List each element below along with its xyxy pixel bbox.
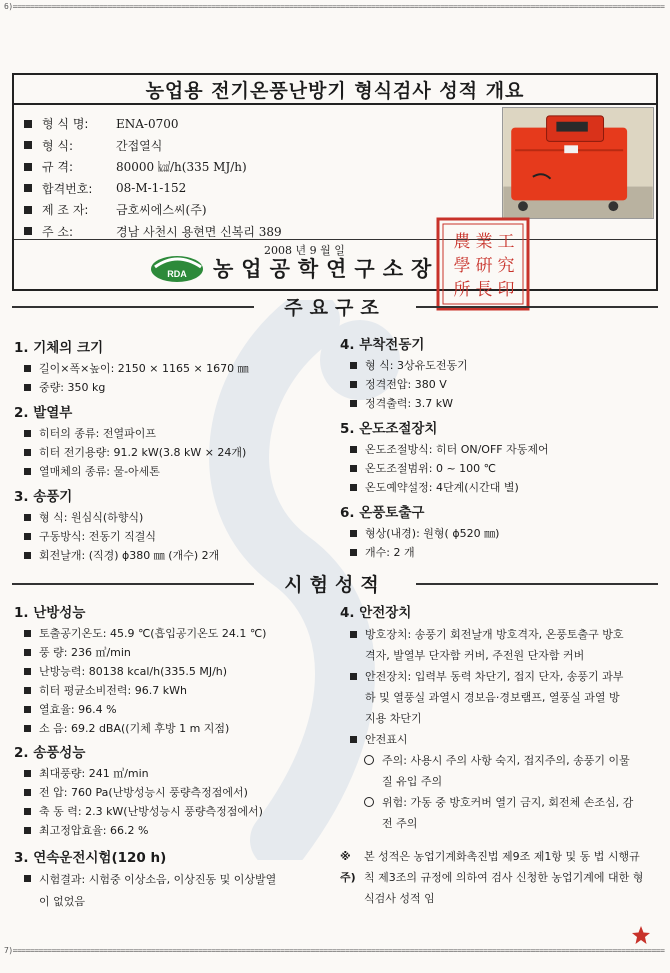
- list-item: 온도예약설정: 4단계(시간대 별): [340, 478, 660, 497]
- group-heading: 1. 기체의 크기: [14, 340, 104, 356]
- list-item: 축 동 력: 2.3 kW(난방성능시 풍량측정점에서): [14, 802, 334, 821]
- list-item: 형 식: 3상유도전동기: [340, 356, 660, 375]
- document-title: 농업용 전기온풍난방기 형식검사 성적 개요: [14, 75, 656, 105]
- section-header-structure: [12, 293, 658, 320]
- bullet-icon: [24, 668, 31, 675]
- spec-label: 형 식:: [42, 138, 74, 153]
- bullet-icon: [350, 465, 357, 472]
- bullet-icon: [24, 552, 31, 559]
- bullet-icon: [24, 706, 31, 713]
- list-item: 전 압: 760 Pa(난방성능시 풍량측정점에서): [14, 783, 334, 802]
- spec-label: 제 조 자:: [42, 203, 89, 218]
- star-decoration-icon: [628, 925, 654, 945]
- bullet-icon: [24, 365, 31, 372]
- bullet-icon: [24, 227, 32, 235]
- section-title: 시험성적: [284, 574, 386, 596]
- section-title: 주요구조: [284, 297, 386, 319]
- list-item: 난방능력: 80138 kcal/h(335.5 MJ/h): [14, 662, 334, 681]
- list-item: 정격출력: 3.7 kW: [340, 394, 660, 413]
- spec-value: 08-M-1-152: [116, 181, 187, 196]
- list-item: 최대풍량: 241 ㎥/min: [14, 764, 334, 783]
- list-item: 소 음: 69.2 dBA((기체 후방 1 m 지점): [14, 719, 334, 738]
- bullet-icon: [24, 827, 31, 834]
- issuing-organization: [149, 253, 439, 283]
- spec-row: [24, 199, 494, 221]
- divider: [12, 583, 254, 585]
- group-heading: 2. 송풍성능: [14, 745, 86, 761]
- group-heading: 5. 온도조절장치: [340, 421, 438, 437]
- svg-text:學: 學: [453, 256, 471, 276]
- list-item: 형 식: 원심식(하향식): [14, 508, 334, 527]
- organization-name: 농업공학연구소장: [213, 256, 440, 281]
- rda-logo-text: RDA: [167, 269, 187, 279]
- divider: [416, 583, 658, 585]
- group-heading: 3. 송풍기: [14, 489, 73, 505]
- section-header-results: [12, 570, 658, 597]
- bullet-icon: [350, 631, 357, 638]
- list-item: 개수: 2 개: [340, 543, 660, 562]
- list-item: 풍 량: 236 ㎥/min: [14, 643, 334, 662]
- divider: [14, 239, 656, 240]
- structure-right-column: [340, 335, 660, 562]
- list-item: 열효율: 96.4 %: [14, 700, 334, 719]
- rda-logo-icon: [149, 253, 205, 283]
- spec-label: 규 격:: [42, 160, 74, 175]
- bullet-icon: [24, 449, 31, 456]
- group-heading: 4. 안전장치: [340, 605, 412, 621]
- bullet-icon: [350, 484, 357, 491]
- bullet-icon: [24, 514, 31, 521]
- bullet-icon: [24, 687, 31, 694]
- structure-left-column: [14, 338, 334, 565]
- bullet-icon: [350, 549, 357, 556]
- heater-photo: [502, 107, 654, 219]
- list-item: 히터의 종류: 전열파이프: [14, 424, 334, 443]
- list-item: 온도조절범위: 0 ~ 100 ℃: [340, 459, 660, 478]
- spec-row: [24, 113, 494, 135]
- list-item: 회전날개: (직경) ϕ380 ㎜ (개수) 2개: [14, 546, 334, 565]
- bullet-icon: [24, 789, 31, 796]
- spec-row: [24, 156, 494, 178]
- bullet-icon: [24, 649, 31, 656]
- svg-text:長: 長: [475, 280, 493, 300]
- list-item: 형상(내경): 원형( ϕ520 ㎜): [340, 524, 660, 543]
- bullet-icon: [24, 163, 32, 171]
- svg-text:印: 印: [497, 280, 515, 300]
- divider: [416, 306, 658, 308]
- bullet-icon: [350, 362, 357, 369]
- list-item: 안전표시: [340, 729, 662, 750]
- bullet-icon: [24, 141, 32, 149]
- spec-row: [24, 135, 494, 157]
- list-item: 시험결과: 시험중 이상소음, 이상진동 및 이상발열이 없었음: [14, 869, 334, 913]
- issue-date: 2008 년 9 월 일: [264, 244, 345, 257]
- group-heading: 4. 부착전동기: [340, 337, 425, 353]
- bullet-icon: [350, 446, 357, 453]
- svg-text:農: 農: [453, 232, 471, 252]
- spec-list: [24, 113, 494, 242]
- spec-value: 경남 사천시 용현면 신복리 389: [116, 224, 282, 239]
- spec-value: 간접열식: [116, 138, 163, 153]
- list-item: 최고정압효율: 66.2 %: [14, 821, 334, 840]
- bullet-icon: [24, 630, 31, 637]
- results-left-column: [14, 603, 334, 913]
- list-item: 중량: 350 kg: [14, 378, 334, 397]
- bullet-icon: [24, 184, 32, 192]
- results-right-column: [340, 603, 662, 909]
- circle-bullet-icon: [364, 797, 374, 807]
- sub-list-item: 주의: 사용시 주의 사항 숙지, 접지주의, 송풍기 이물질 유입 주의: [340, 750, 662, 792]
- list-item: 정격전압: 380 V: [340, 375, 660, 394]
- svg-text:所: 所: [453, 280, 471, 300]
- list-item: 토출공기온도: 45.9 ℃(흡입공기온도 24.1 ℃): [14, 624, 334, 643]
- page-marker-bottom: 7)=======================================================================================================================================================: [4, 946, 665, 955]
- bullet-icon: [24, 384, 31, 391]
- note-text: 본 성적은 농업기계화촉진법 제9조 제1항 및 동 법 시행규칙 제3조의 규정에 의하여 검사 신청한 농업기계에 대한 형식검사 성적 임: [364, 850, 644, 905]
- group-heading: 3. 연속운전시험(120 h): [14, 850, 167, 866]
- list-item: 안전장치: 입력부 동력 차단기, 접지 단자, 송풍기 과부하 및 열풍실 과열시 경보음·경보램프, 열풍실 과열 방지용 차단기: [340, 666, 662, 729]
- bullet-icon: [350, 400, 357, 407]
- bullet-icon: [24, 533, 31, 540]
- group-heading: 2. 발열부: [14, 405, 73, 421]
- list-item: 방호장치: 송풍기 회전날개 방호격자, 온풍토출구 방호격자, 발열부 단자함 커버, 주전원 단자함 커버: [340, 624, 662, 666]
- circle-bullet-icon: [364, 755, 374, 765]
- spec-value: ENA-0700: [116, 116, 179, 131]
- list-item: 온도조절방식: 히터 ON/OFF 자동제어: [340, 440, 660, 459]
- spec-label: 합격번호:: [42, 181, 93, 196]
- group-heading: 6. 온풍토출구: [340, 505, 425, 521]
- bullet-icon: [24, 808, 31, 815]
- list-item: 히터 전기용량: 91.2 kW(3.8 kW × 24개): [14, 443, 334, 462]
- divider: [12, 306, 254, 308]
- sub-list-item: 위험: 가동 중 방호커버 열기 금지, 회전체 손조심, 감전 주의: [340, 792, 662, 834]
- svg-text:究: 究: [497, 256, 515, 276]
- bullet-icon: [350, 736, 357, 743]
- group-heading: 1. 난방성능: [14, 605, 86, 621]
- summary-box: [12, 73, 658, 300]
- spec-label: 형 식 명:: [42, 117, 89, 132]
- bullet-icon: [24, 430, 31, 437]
- svg-text:硏: 硏: [475, 256, 493, 276]
- spec-row: [24, 178, 494, 200]
- bullet-icon: [350, 381, 357, 388]
- page-marker-top: 6)=======================================================================================================================================================: [4, 2, 665, 11]
- list-item: 히터 평균소비전력: 96.7 kWh: [14, 681, 334, 700]
- svg-text:工: 工: [497, 232, 515, 252]
- svg-text:業: 業: [475, 232, 493, 252]
- bullet-icon: [350, 673, 357, 680]
- list-item: 길이×폭×높이: 2150 × 1165 × 1670 ㎜: [14, 359, 334, 378]
- bullet-icon: [24, 120, 32, 128]
- list-item: 구동방식: 전동기 직결식: [14, 527, 334, 546]
- list-item: 열매체의 종류: 물-아세톤: [14, 462, 334, 481]
- bullet-icon: [24, 875, 31, 882]
- bullet-icon: [24, 206, 32, 214]
- bullet-icon: [350, 530, 357, 537]
- bullet-icon: [24, 770, 31, 777]
- note-mark: ※ 주): [340, 850, 356, 884]
- footnote: [340, 846, 662, 909]
- spec-value: 80000 ㎉/h(335 MJ/h): [116, 160, 247, 175]
- spec-value: 금호씨에스씨(주): [116, 203, 207, 218]
- bullet-icon: [24, 468, 31, 475]
- spec-label: 주 소:: [42, 224, 74, 239]
- bullet-icon: [24, 725, 31, 732]
